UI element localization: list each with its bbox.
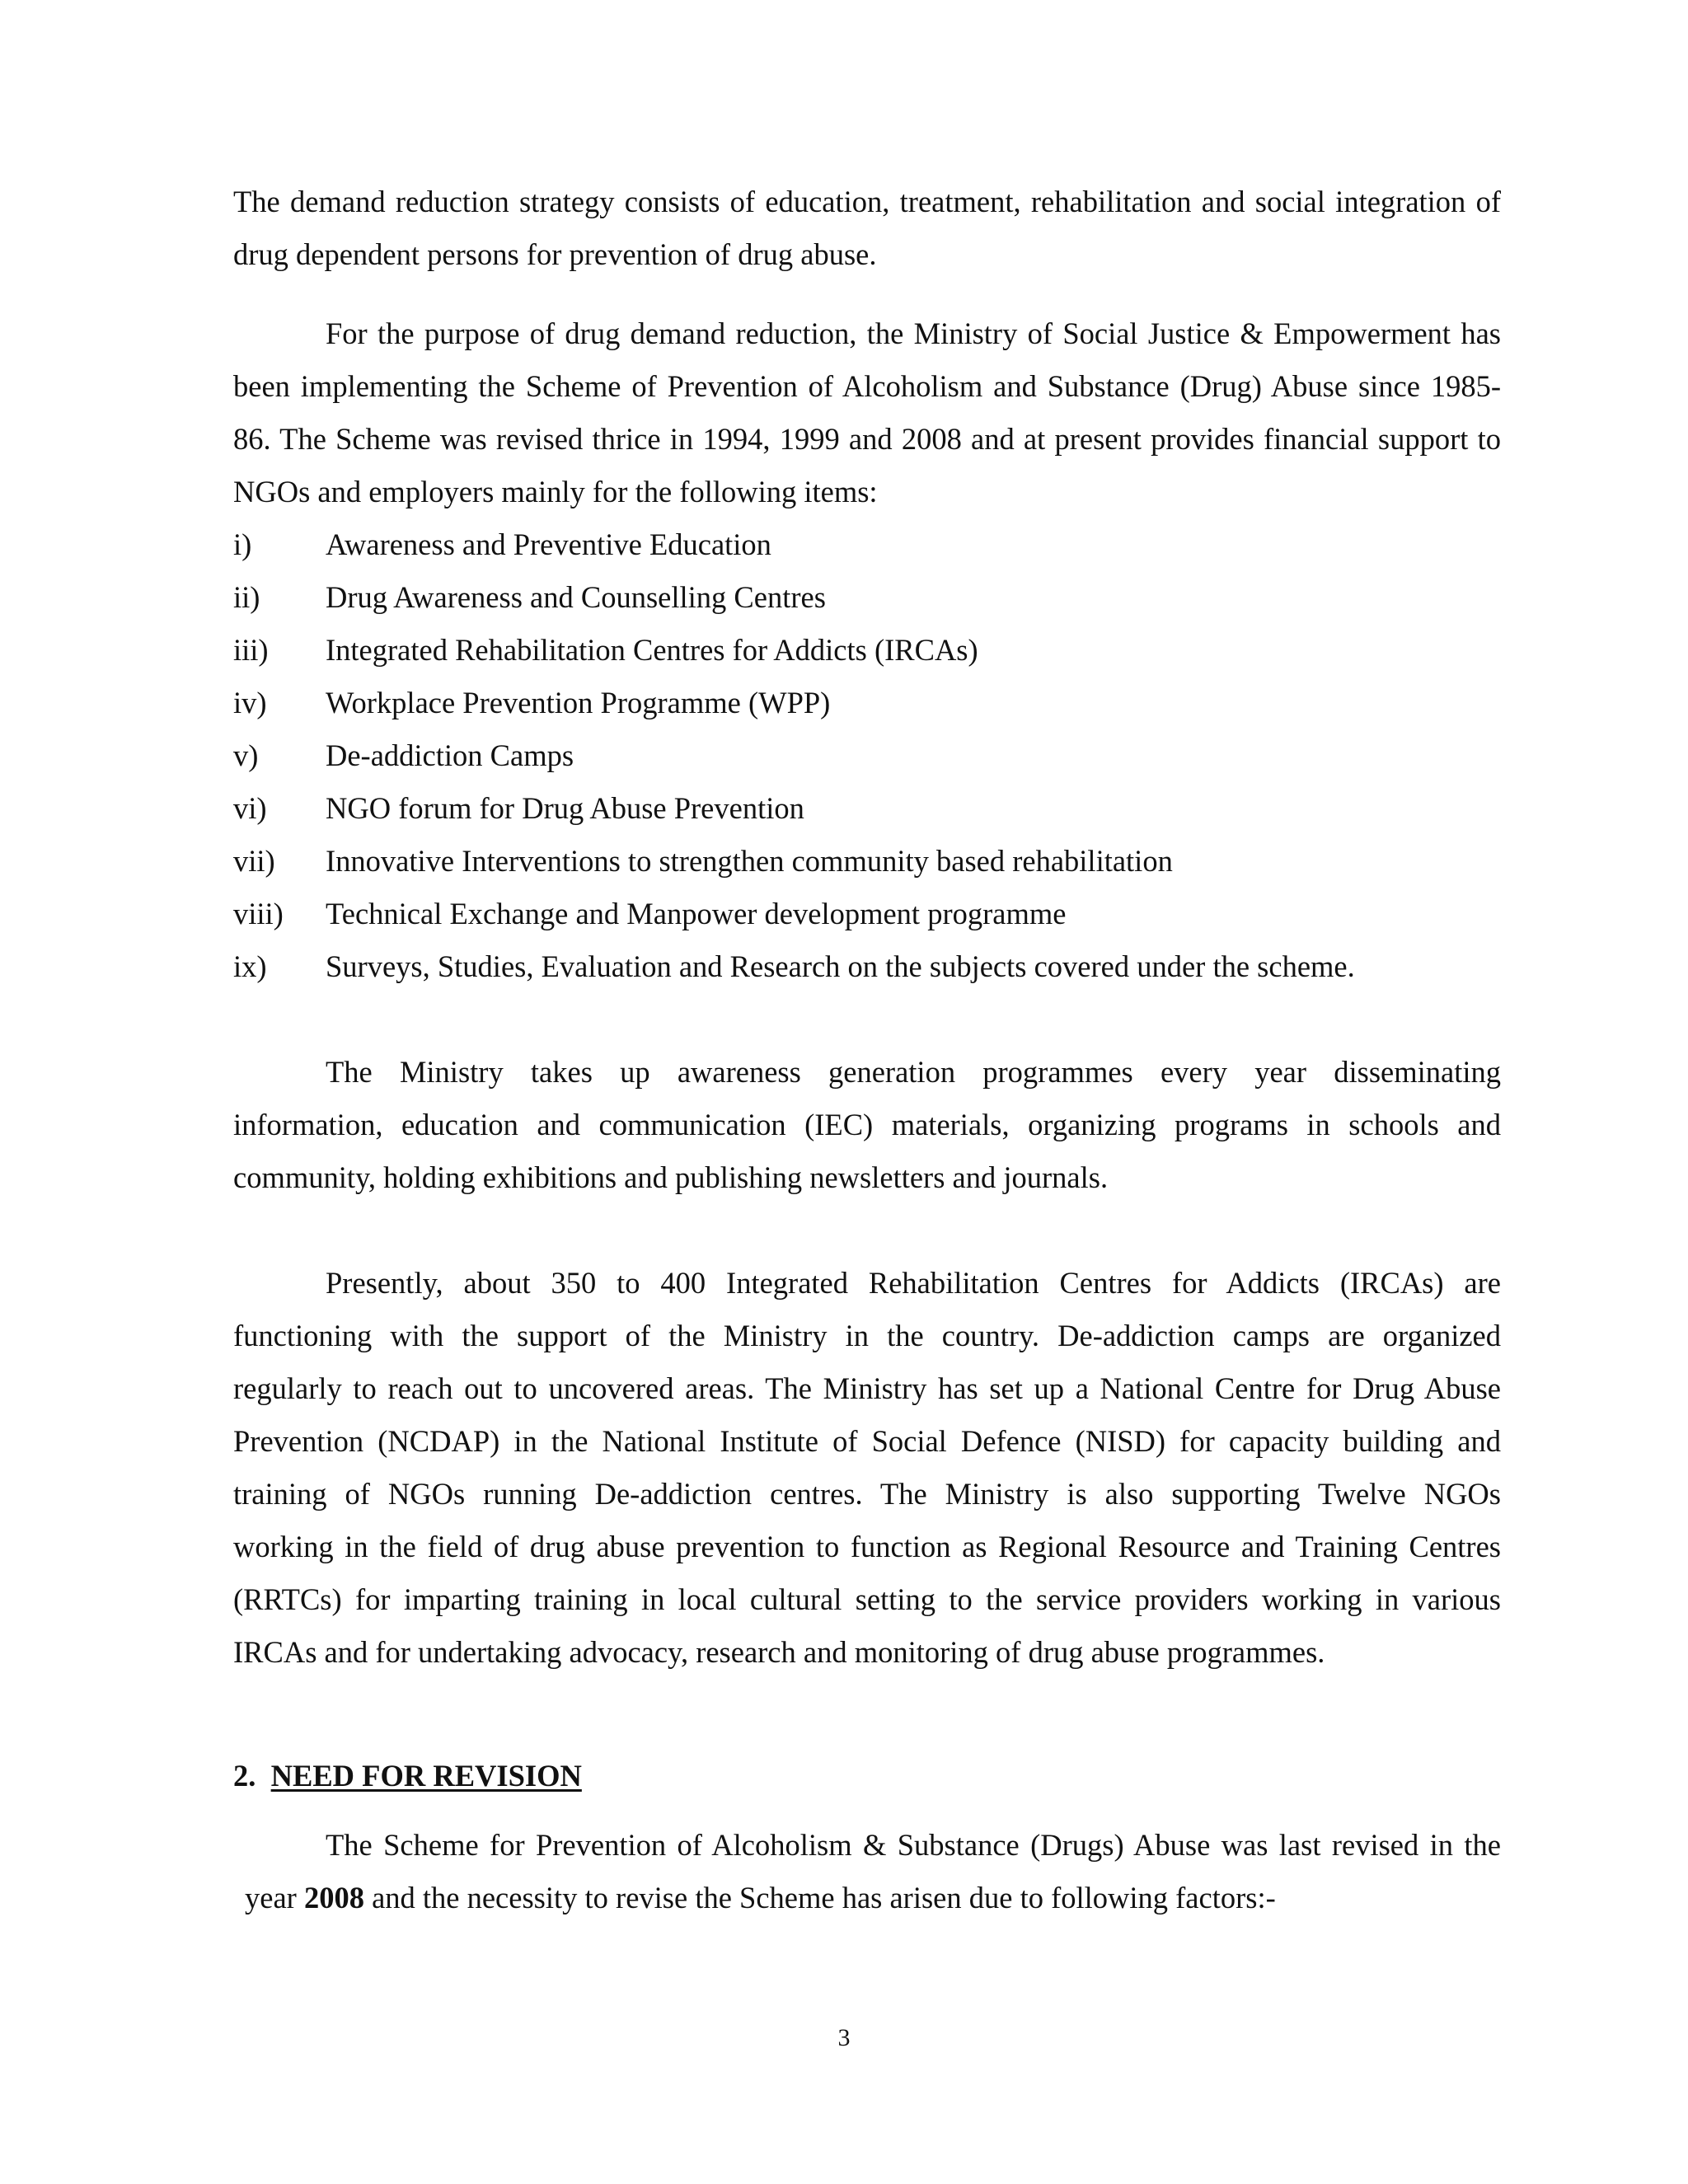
list-item-number: vi) [233,791,267,825]
paragraph-1-line-2: drug dependent persons for prevention of drug abuse. [233,237,877,271]
list-item-number: viii) [233,897,284,930]
list-item: Integrated Rehabilitation Centres for Addicts (IRCAs) [326,633,978,667]
list-item-number: iv) [233,686,267,719]
paragraph-5-text: and the necessity to revise the Scheme has arisen due to following factors:- [363,1881,1276,1915]
paragraph-3-line-3: community, holding exhibitions and publishing newsletters and journals. [233,1160,1109,1194]
paragraph-4-line-3: regularly to reach out to uncovered areas. The Ministry has set up a National Centre for Drug Abuse [233,1371,1501,1405]
section-heading [233,1758,582,1794]
paragraph-2-line-4: NGOs and employers mainly for the following items: [233,475,878,509]
paragraph-3-line-2: information, education and communication (IEC) materials, organizing programs in schools and [233,1108,1501,1141]
list-item-number: ii) [233,580,260,614]
paragraph-4-line-6: working in the field of drug abuse prevention to function as Regional Resource and Training Centres [233,1530,1501,1563]
page-number: 3 [837,2024,851,2051]
section-title: NEED FOR REVISION [270,1759,582,1793]
paragraph-5-text: year [245,1881,304,1915]
list-item-number: i) [233,527,252,561]
paragraph-4-line-2: functioning with the support of the Ministry in the country. De-addiction camps are organized [233,1319,1501,1352]
list-item: NGO forum for Drug Abuse Prevention [326,791,804,825]
paragraph-2-line-1: For the purpose of drug demand reduction, the Ministry of Social Justice & Empowerment has [326,316,1501,350]
list-item: Innovative Interventions to strengthen community based rehabilitation [326,844,1173,878]
paragraph-5-line-2 [245,1880,1276,1916]
list-item: Surveys, Studies, Evaluation and Research on the subjects covered under the scheme. [326,949,1355,983]
list-item-number: v) [233,738,259,772]
revision-year: 2008 [303,1881,364,1915]
paragraph-4-line-4: Prevention (NCDAP) in the National Institute of Social Defence (NISD) for capacity building and [233,1424,1501,1458]
paragraph-2-line-2: been implementing the Scheme of Prevention of Alcoholism and Substance (Drug) Abuse since 1985- [233,369,1501,403]
section-number: 2. [233,1759,256,1793]
paragraph-4-line-1: Presently, about 350 to 400 Integrated Rehabilitation Centres for Addicts (IRCAs) are [326,1266,1501,1300]
list-item-number: iii) [233,633,269,667]
list-item: Technical Exchange and Manpower development programme [326,897,1067,930]
paragraph-4-line-7: (RRTCs) for imparting training in local cultural setting to the service providers working in various [233,1582,1501,1616]
paragraph-4-line-8: IRCAs and for undertaking advocacy, research and monitoring of drug abuse programmes. [233,1635,1325,1669]
list-item: Workplace Prevention Programme (WPP) [326,686,831,719]
paragraph-1-line-1: The demand reduction strategy consists of education, treatment, rehabilitation and social integration of [233,185,1501,218]
paragraph-4-line-5: training of NGOs running De-addiction centres. The Ministry is also supporting Twelve NGOs [233,1477,1501,1511]
list-item: Awareness and Preventive Education [326,527,771,561]
paragraph-3-line-1: The Ministry takes up awareness generation programmes every year disseminating [326,1055,1501,1089]
paragraph-2-line-3: 86. The Scheme was revised thrice in 1994, 1999 and 2008 and at present provides financial support to [233,422,1501,456]
list-item: De-addiction Camps [326,738,574,772]
list-item-number: ix) [233,949,267,983]
list-item-number: vii) [233,844,275,878]
paragraph-5-line-1: The Scheme for Prevention of Alcoholism & Substance (Drugs) Abuse was last revised in the [326,1828,1501,1862]
list-item: Drug Awareness and Counselling Centres [326,580,826,614]
